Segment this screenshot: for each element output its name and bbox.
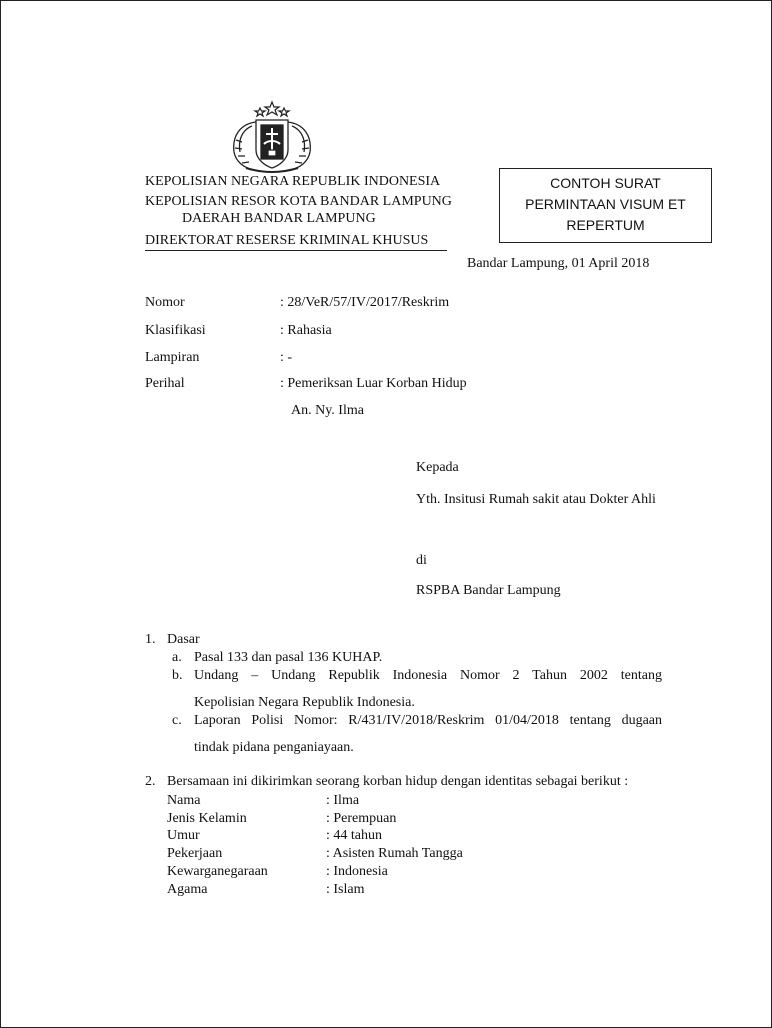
title-line-1: CONTOH SURAT	[550, 175, 661, 191]
title-line-3: REPERTUM	[566, 217, 645, 233]
section1-number: 1.	[145, 632, 156, 647]
field-value: : Perempuan	[326, 811, 397, 826]
klasifikasi-label: Klasifikasi	[145, 323, 206, 338]
lampiran-label: Lampiran	[145, 350, 200, 365]
header-line-2: KEPOLISIAN RESOR KOTA BANDAR LAMPUNG	[145, 194, 452, 209]
title-box	[499, 168, 712, 243]
section1-item-a-text: Pasal 133 dan pasal 136 KUHAP.	[194, 650, 383, 665]
field-label: Agama	[167, 882, 208, 897]
field-label: Jenis Kelamin	[167, 811, 247, 826]
title-line-2: PERMINTAAN VISUM ET	[525, 196, 686, 212]
perihal-value: : Pemeriksan Luar Korban Hidup	[280, 376, 467, 391]
field-value: : 44 tahun	[326, 828, 382, 843]
field-value: : Ilma	[326, 793, 360, 808]
section2-intro: Bersamaan ini dikirimkan seorang korban hidup dengan identitas sebagai berikut :	[167, 774, 629, 789]
recipient-yth: Yth. Insitusi Rumah sakit atau Dokter Ahli	[416, 492, 656, 507]
field-label: Kewarganegaraan	[167, 864, 268, 879]
section1-item-b-cont: Kepolisian Negara Republik Indonesia.	[194, 695, 415, 710]
field-label: Umur	[167, 828, 200, 843]
police-emblem-logo	[226, 100, 318, 174]
date-place: Bandar Lampung, 01 April 2018	[467, 256, 650, 271]
section1-title: Dasar	[167, 632, 200, 647]
header-underline	[145, 250, 447, 251]
recipient-kepada: Kepada	[416, 460, 459, 475]
header-line-3: DAERAH BANDAR LAMPUNG	[182, 211, 376, 226]
emblem-stars	[255, 102, 289, 116]
field-value: : Indonesia	[326, 864, 388, 879]
klasifikasi-value: : Rahasia	[280, 323, 332, 338]
field-value: : Islam	[326, 882, 365, 897]
field-value: : Asisten Rumah Tangga	[326, 846, 463, 861]
section1-item-c-mark: c.	[172, 713, 182, 728]
perihal-label: Perihal	[145, 376, 185, 391]
nomor-value: : 28/VeR/57/IV/2017/Reskrim	[280, 295, 450, 310]
section1-item-c-cont: tindak pidana penganiayaan.	[194, 740, 354, 755]
header-line-4: DIREKTORAT RESERSE KRIMINAL KHUSUS	[145, 233, 429, 248]
lampiran-value: : -	[280, 350, 293, 365]
recipient-place: RSPBA Bandar Lampung	[416, 583, 561, 598]
recipient-di: di	[416, 553, 427, 568]
section1-item-a-mark: a.	[172, 650, 182, 665]
header-line-1: KEPOLISIAN NEGARA REPUBLIK INDONESIA	[145, 174, 441, 189]
section1-item-c-text: Laporan Polisi Nomor: R/431/IV/2018/Reskrim 01/04/2018 tentang dugaan	[194, 713, 662, 728]
nomor-label: Nomor	[145, 295, 185, 310]
field-label: Nama	[167, 793, 201, 808]
emblem-shield	[256, 120, 288, 168]
perihal-value-2: An. Ny. Ilma	[291, 403, 364, 418]
section2-number: 2.	[145, 774, 156, 789]
field-label: Pekerjaan	[167, 846, 223, 861]
section1-item-b-mark: b.	[172, 668, 183, 683]
section1-item-b-text: Undang – Undang Republik Indonesia Nomor 2 Tahun 2002 tentang	[194, 668, 662, 683]
